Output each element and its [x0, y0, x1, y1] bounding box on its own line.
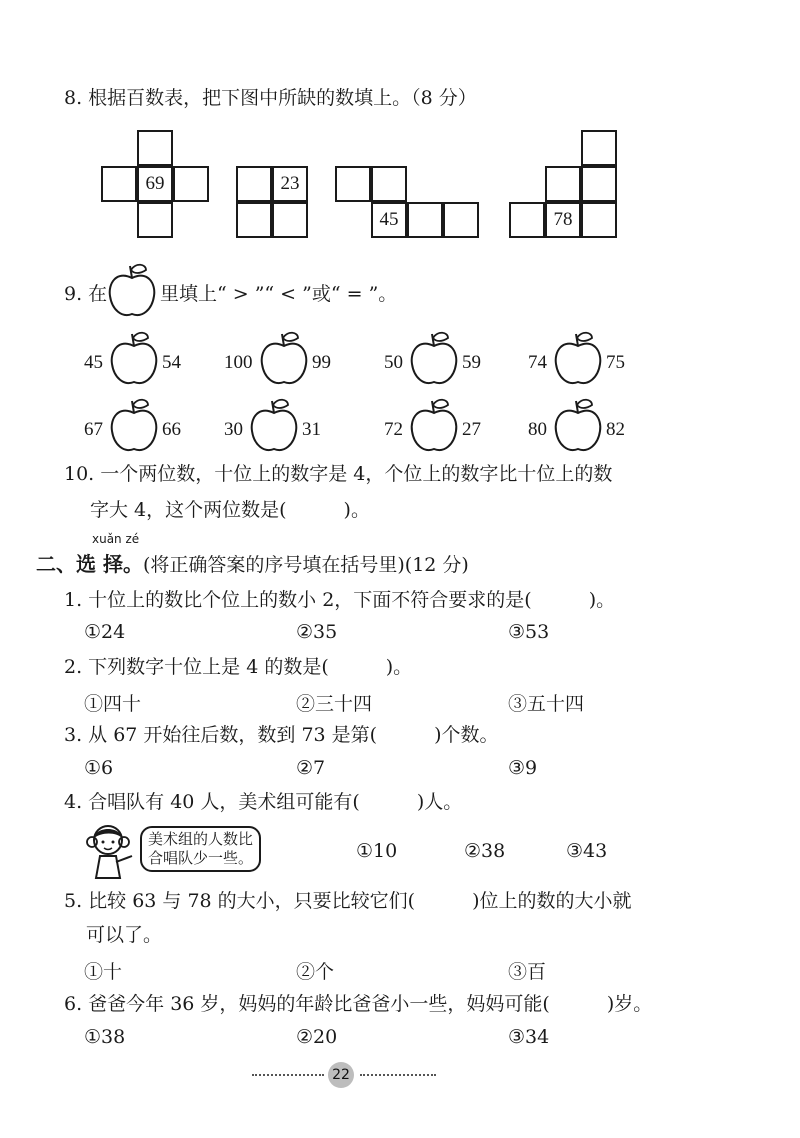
apple-answer-icon[interactable]	[108, 330, 160, 388]
comparison-left-number: 50	[384, 352, 403, 373]
question-3-option-3[interactable]: ③9	[508, 757, 538, 779]
question-4-option-3[interactable]: ③43	[566, 840, 608, 862]
comparison-left-number: 100	[224, 352, 253, 373]
question-5-option-3[interactable]: ③百	[508, 961, 547, 983]
footer-dots-right	[360, 1074, 436, 1076]
question-6-text: 6. 爸爸今年 36 岁，妈妈的年龄比爸爸小一些，妈妈可能( )岁。	[64, 993, 653, 1015]
comparison-right-number: 75	[606, 352, 625, 373]
comparison-right-number: 54	[162, 352, 181, 373]
grid-cell-filled: 69	[137, 166, 173, 202]
question-5-option-2[interactable]: ②个	[296, 961, 335, 983]
grid-cell[interactable]	[236, 166, 272, 202]
comparison-item	[84, 330, 224, 390]
comparison-left-number: 74	[528, 352, 547, 373]
grid-cell[interactable]	[545, 166, 581, 202]
grid-cell[interactable]	[137, 130, 173, 166]
question-1-text: 1. 十位上的数比个位上的数小 2，下面不符合要求的是( )。	[64, 589, 616, 611]
comparison-right-number: 99	[312, 352, 331, 373]
comparison-right-number: 59	[462, 352, 481, 373]
apple-icon	[106, 262, 158, 320]
grid-cell[interactable]	[272, 202, 308, 238]
grid-cell[interactable]	[335, 166, 371, 202]
question-5-text-cont: 可以了。	[86, 924, 163, 946]
speech-bubble-line2: 合唱队少一些。	[148, 849, 254, 867]
question-5-option-1[interactable]: ①十	[84, 961, 123, 983]
girl-icon	[84, 820, 140, 880]
question-6-option-3[interactable]: ③34	[508, 1026, 550, 1048]
question-3-text: 3. 从 67 开始往后数，数到 73 是第( )个数。	[64, 724, 499, 746]
comparison-right-number: 31	[302, 419, 321, 440]
comparison-item	[384, 397, 524, 457]
apple-answer-icon[interactable]	[248, 397, 300, 455]
question-3-option-2[interactable]: ②7	[296, 757, 326, 779]
footer-dots-left	[252, 1074, 324, 1076]
comparison-right-number: 27	[462, 419, 481, 440]
question-6-option-1[interactable]: ①38	[84, 1026, 126, 1048]
grid-cell-filled: 45	[371, 202, 407, 238]
section2-title: 二、选 择。	[36, 552, 143, 576]
grid-cell[interactable]	[407, 202, 443, 238]
comparison-left-number: 30	[224, 419, 243, 440]
grid-cell[interactable]	[137, 202, 173, 238]
comparison-item	[384, 330, 524, 390]
question-4-option-2[interactable]: ②38	[464, 840, 506, 862]
question-4-option-1[interactable]: ①10	[356, 840, 398, 862]
question-1-option-3[interactable]: ③53	[508, 621, 550, 643]
apple-answer-icon[interactable]	[552, 330, 604, 388]
question-6-option-2[interactable]: ②20	[296, 1026, 338, 1048]
comparison-item	[528, 330, 668, 390]
question-1-option-2[interactable]: ②35	[296, 621, 338, 643]
section2-note: (将正确答案的序号填在括号里)(12 分)	[142, 554, 469, 576]
q10-line1: 10. 一个两位数，十位上的数字是 4，个位上的数字比十位上的数	[64, 463, 613, 485]
apple-answer-icon[interactable]	[108, 397, 160, 455]
page-number: 22	[328, 1062, 354, 1088]
speech-bubble	[140, 826, 261, 872]
grid-cell[interactable]	[581, 130, 617, 166]
apple-answer-icon[interactable]	[258, 330, 310, 388]
question-1-option-1[interactable]: ①24	[84, 621, 126, 643]
grid-cell[interactable]	[236, 202, 272, 238]
apple-answer-icon[interactable]	[408, 330, 460, 388]
question-4-text: 4. 合唱队有 40 人，美术组可能有( )人。	[64, 791, 463, 813]
q10-line2: 字大 4，这个两位数是( )。	[90, 499, 370, 521]
question-2-option-3[interactable]: ③五十四	[508, 693, 585, 715]
question-2-option-1[interactable]: ①四十	[84, 693, 142, 715]
comparison-left-number: 80	[528, 419, 547, 440]
apple-answer-icon[interactable]	[408, 397, 460, 455]
apple-answer-icon[interactable]	[552, 397, 604, 455]
grid-cell[interactable]	[101, 166, 137, 202]
section2-pinyin: xuǎn zé	[92, 532, 140, 546]
q9-prefix: 9. 在	[64, 283, 108, 305]
comparison-item	[528, 397, 668, 457]
question-5-text: 5. 比较 63 与 78 的大小，只要比较它们( )位上的数的大小就	[64, 890, 632, 912]
comparison-left-number: 72	[384, 419, 403, 440]
comparison-right-number: 82	[606, 419, 625, 440]
q9-suffix: 里填上“ > ”“ < ”或“ = ”。	[160, 283, 398, 305]
question-3-option-1[interactable]: ①6	[84, 757, 114, 779]
speech-bubble-line1: 美术组的人数比	[148, 830, 254, 848]
comparison-item	[84, 397, 224, 457]
question-2-option-2[interactable]: ②三十四	[296, 693, 373, 715]
grid-cell[interactable]	[443, 202, 479, 238]
grid-cell-filled: 78	[545, 202, 581, 238]
grid-cell-filled: 23	[272, 166, 308, 202]
grid-cell[interactable]	[581, 166, 617, 202]
grid-cell[interactable]	[173, 166, 209, 202]
comparison-right-number: 66	[162, 419, 181, 440]
comparison-left-number: 67	[84, 419, 103, 440]
grid-cell[interactable]	[509, 202, 545, 238]
question-2-text: 2. 下列数字十位上是 4 的数是( )。	[64, 656, 413, 678]
grid-cell[interactable]	[581, 202, 617, 238]
q8-text: 8. 根据百数表，把下图中所缺的数填上。（8 分）	[64, 87, 477, 109]
grid-cell[interactable]	[371, 166, 407, 202]
comparison-item	[224, 330, 364, 390]
comparison-item	[224, 397, 364, 457]
comparison-left-number: 45	[84, 352, 103, 373]
